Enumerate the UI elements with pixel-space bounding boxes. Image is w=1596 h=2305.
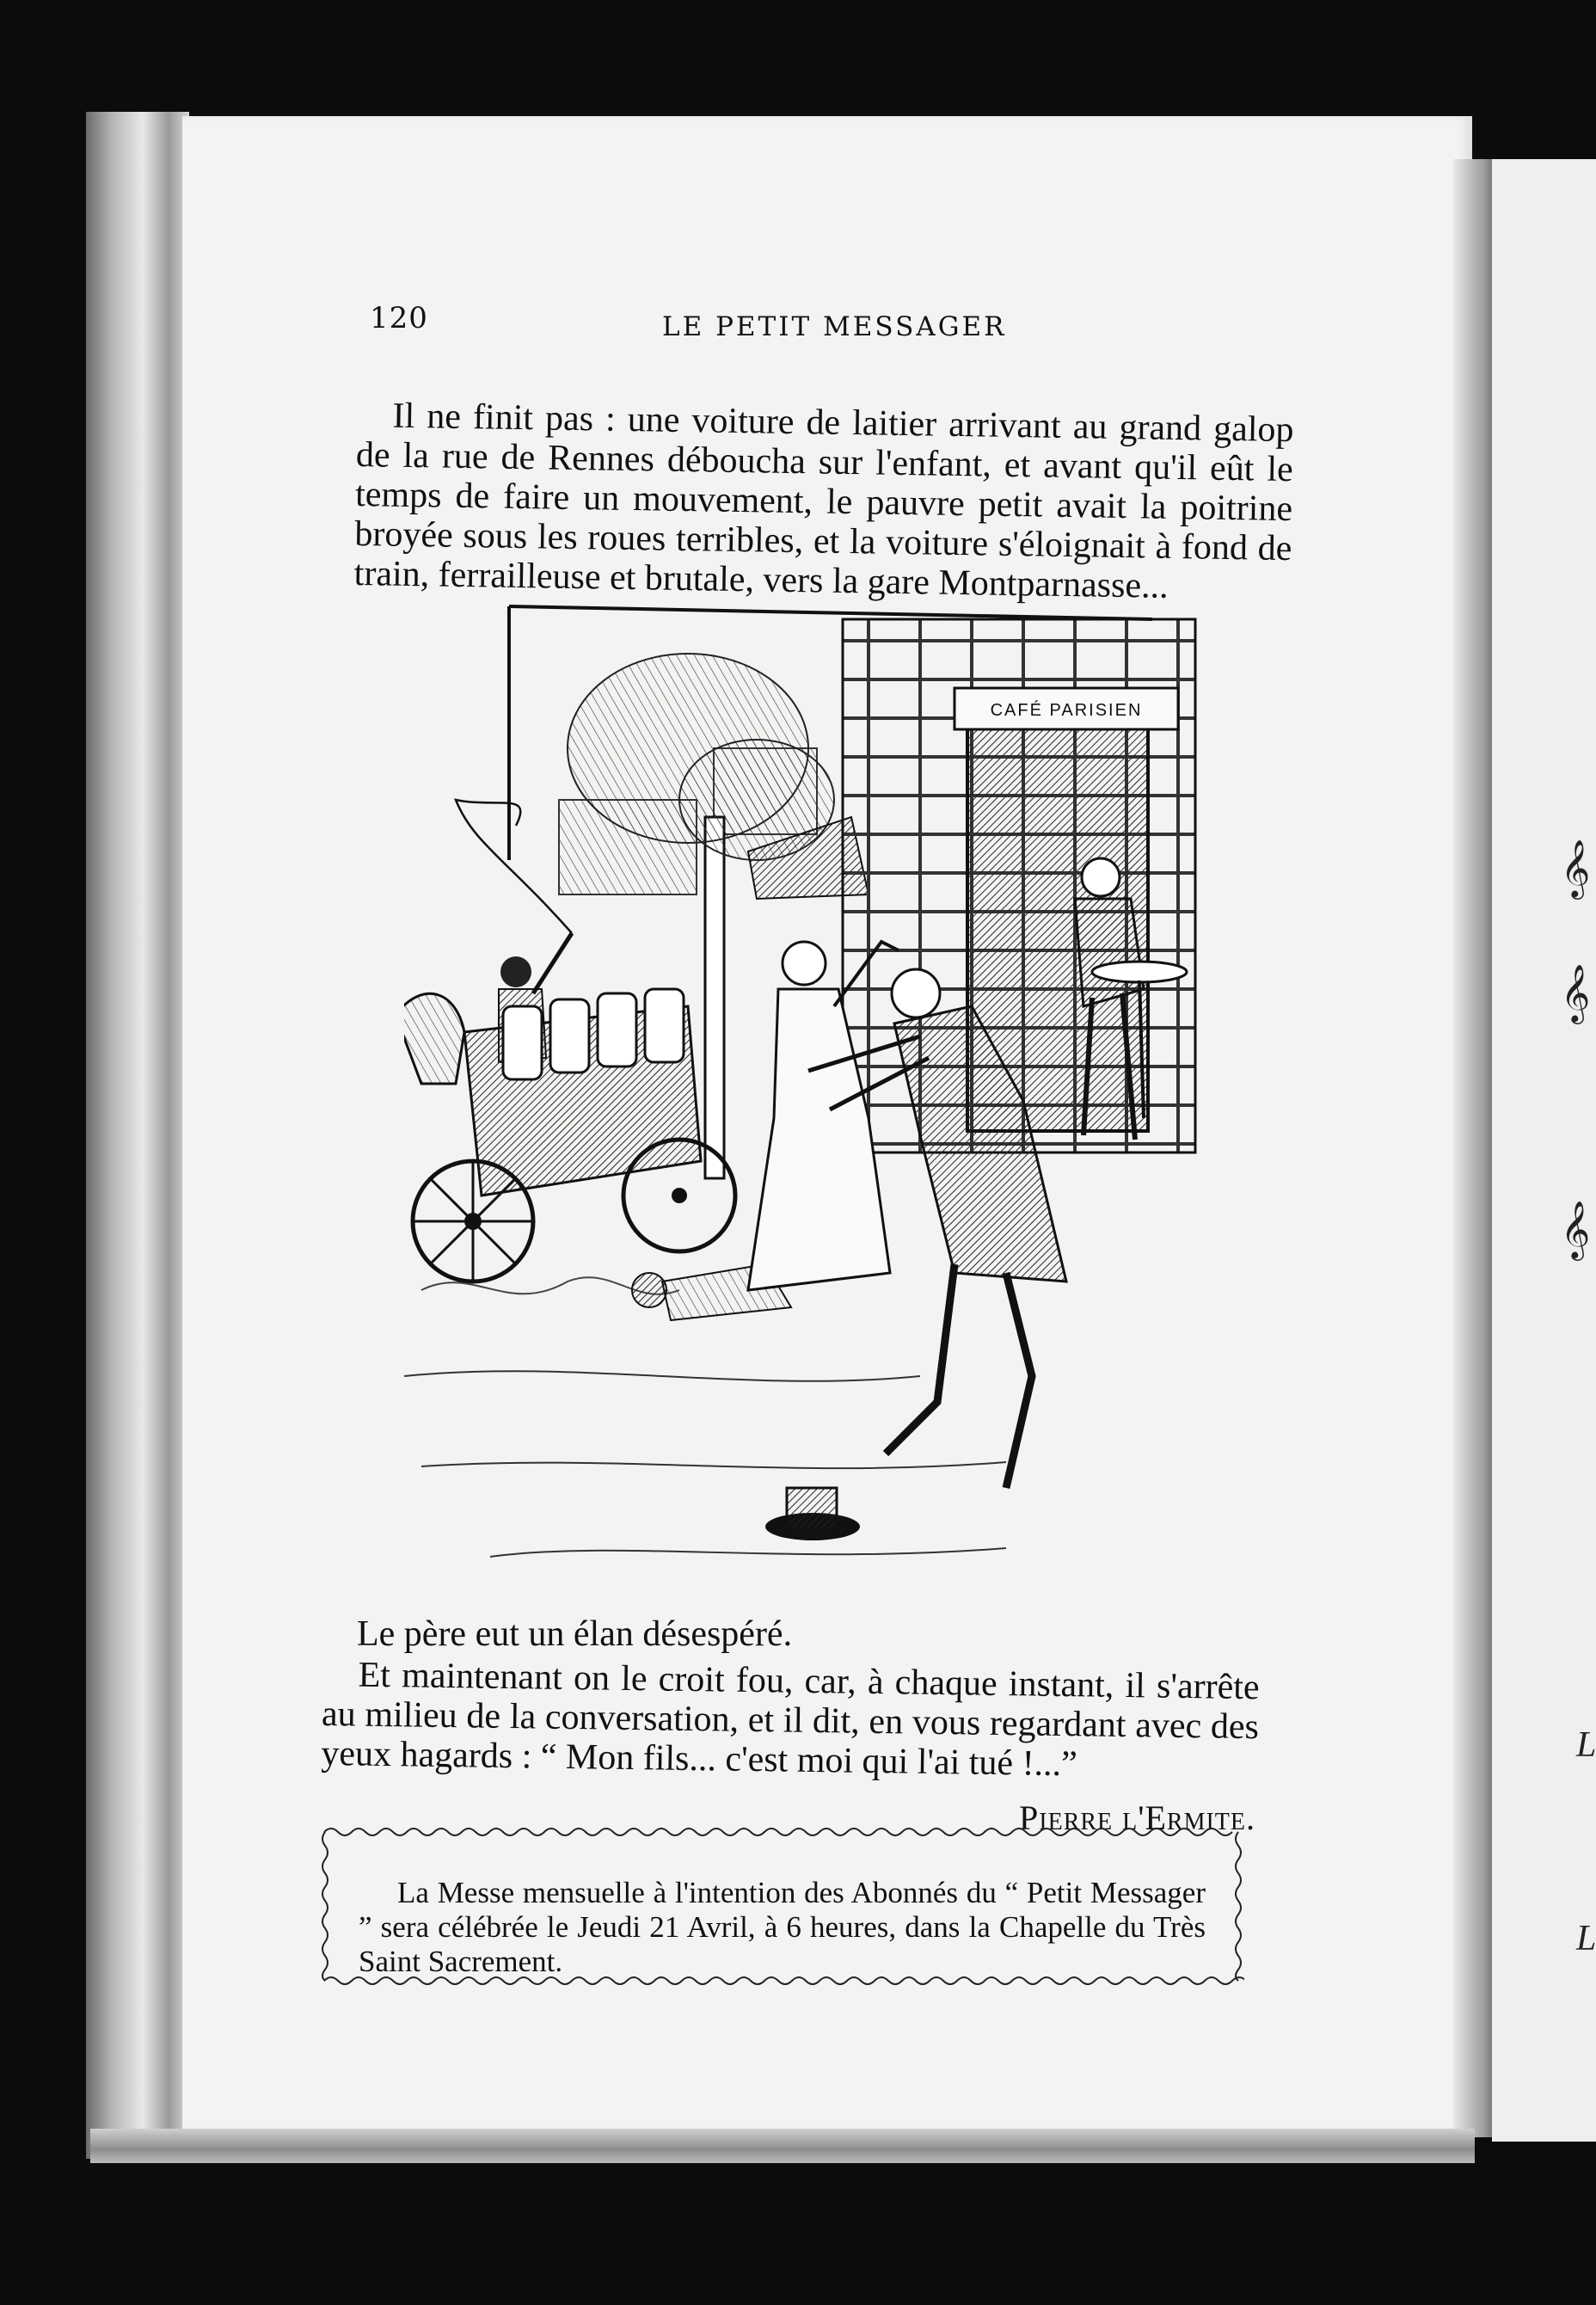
notice-box bbox=[320, 1822, 1244, 1990]
treble-clef-icon: 𝄞 bbox=[1561, 1200, 1591, 1258]
partial-letter-l: L bbox=[1576, 1725, 1596, 1765]
notice-text: La Messe mensuelle à l'intention des Abonnés du “ Petit Messager ” sera célébrée le Jeudi 21 Avril, à 6 heures, dans la Chapelle du Très Saint Sacrement. bbox=[359, 1876, 1206, 1978]
paragraph: Le père eut un élan désespéré. bbox=[357, 1614, 793, 1654]
partial-letter-l: L bbox=[1576, 1919, 1596, 1958]
author-signature: Pierre l'Ermite. bbox=[1019, 1798, 1255, 1837]
paragraph: Et maintenant on le croit fou, car, à chaque instant, il s'arrête au milieu de la conversation, et il dit, en vous regardant avec des yeux hagards : “ Mon fils... c'est moi qui l'ai tué !...” bbox=[321, 1655, 1260, 1785]
page-number: 120 bbox=[370, 301, 428, 335]
paragraph: Il ne finit pas : une voiture de laitier arrivant au grand galop de la rue de Rennes déboucha sur l'enfant, et avant qu'il eût le temps de faire un mouvement, le pauvre petit avait la poitrine broyée sous les roues terribles, et la voiture s'éloignait à fond de train, ferrailleuse et brutale, vers la gare Montparnasse... bbox=[353, 396, 1294, 606]
adjacent-page bbox=[1492, 159, 1596, 2142]
cafe-sign-text: CAFÉ PARISIEN bbox=[990, 701, 1143, 720]
treble-clef-icon: 𝄞 bbox=[1561, 839, 1591, 897]
engraving-illustration bbox=[404, 602, 1200, 1570]
book-cover-edge bbox=[86, 112, 189, 2159]
book-bottom-edge bbox=[90, 2129, 1475, 2163]
running-title: LE PETIT MESSAGER bbox=[662, 311, 1007, 342]
running-head bbox=[370, 301, 1290, 353]
treble-clef-icon: 𝄞 bbox=[1561, 963, 1591, 1022]
